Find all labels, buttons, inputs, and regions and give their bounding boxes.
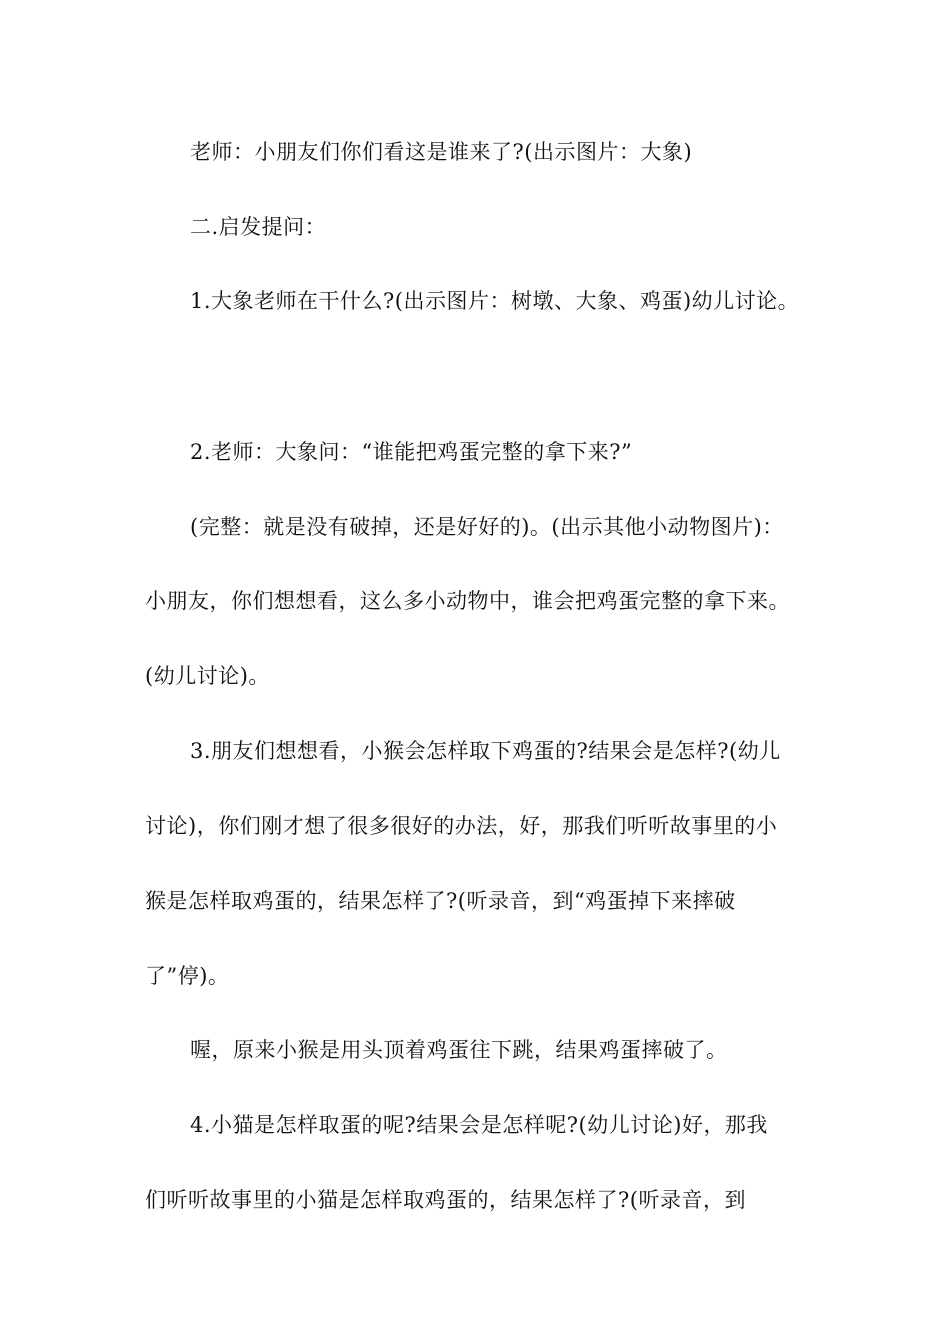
paragraph-line: 4.小猫是怎样取蛋的呢?结果会是怎样呢?(幼儿讨论)好，那我 [190, 1113, 768, 1137]
paragraph-line: 讨论)，你们刚才想了很多很好的办法，好，那我们听听故事里的小 [145, 814, 778, 838]
paragraph-line: (完整：就是没有破掉，还是好好的)。(出示其他小动物图片)： [190, 515, 784, 539]
paragraph-line: 猴是怎样取鸡蛋的，结果怎样了?(听录音，到“鸡蛋掉下来摔破 [145, 889, 736, 913]
paragraph-line: 老师：小朋友们你们看这是谁来了?(出示图片：大象) [190, 140, 693, 164]
paragraph-line: 3.朋友们想想看，小猴会怎样取下鸡蛋的?结果会是怎样?(幼儿 [190, 739, 781, 763]
paragraph-line: 2.老师：大象问：“谁能把鸡蛋完整的拿下来?” [190, 440, 633, 464]
paragraph-line: 了”停)。 [145, 964, 230, 988]
paragraph-line: 喔，原来小猴是用头顶着鸡蛋往下跳，结果鸡蛋摔破了。 [190, 1038, 728, 1062]
paragraph-line: (幼儿讨论)。 [145, 664, 270, 688]
paragraph-line: 们听听故事里的小猫是怎样取鸡蛋的，结果怎样了?(听录音，到 [145, 1188, 746, 1212]
section-heading: 二.启发提问： [190, 215, 327, 239]
paragraph-line: 1.大象老师在干什么?(出示图片：树墩、大象、鸡蛋)幼儿讨论。 [190, 289, 800, 313]
paragraph-line: 小朋友，你们想想看，这么多小动物中，谁会把鸡蛋完整的拿下来。 [145, 589, 790, 613]
